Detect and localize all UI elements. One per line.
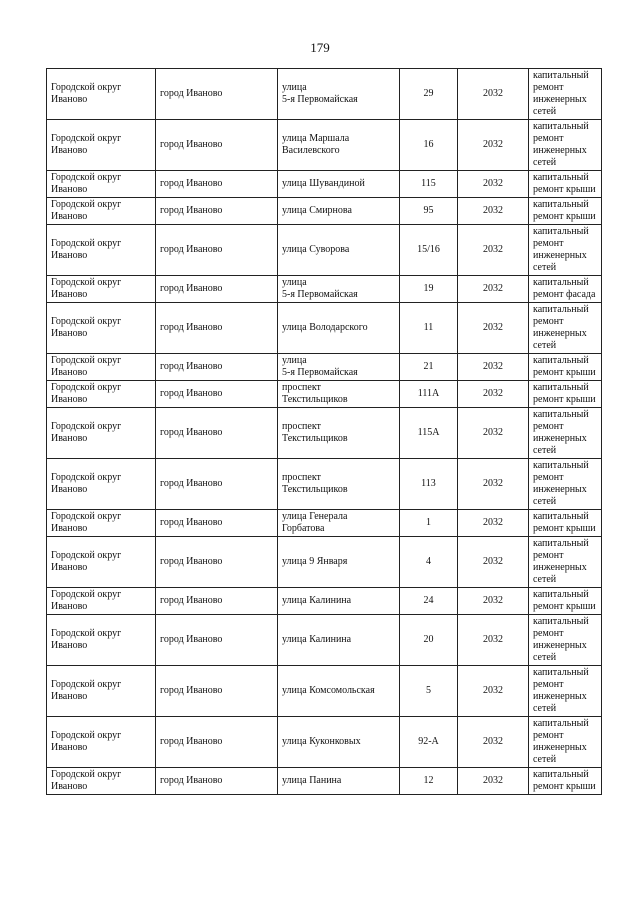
table-row <box>47 225 602 276</box>
house-number-cell: 20 <box>400 615 458 666</box>
work-type-cell: капитальный ремонт крыши <box>529 171 602 198</box>
work-type-cell: капитальный ремонт крыши <box>529 198 602 225</box>
district-cell: Городской округ Иваново <box>47 198 156 225</box>
work-type-cell: капитальный ремонт инженерных сетей <box>529 459 602 510</box>
city-cell: город Иваново <box>156 303 278 354</box>
city-cell: город Иваново <box>156 768 278 795</box>
house-number-cell: 19 <box>400 276 458 303</box>
table-row <box>47 510 602 537</box>
table-row <box>47 120 602 171</box>
work-type-cell: капитальный ремонт инженерных сетей <box>529 666 602 717</box>
year-cell: 2032 <box>458 459 529 510</box>
table-row <box>47 768 602 795</box>
work-type-cell: капитальный ремонт инженерных сетей <box>529 615 602 666</box>
work-type-cell: капитальный ремонт инженерных сетей <box>529 537 602 588</box>
year-cell: 2032 <box>458 198 529 225</box>
year-cell: 2032 <box>458 510 529 537</box>
year-cell: 2032 <box>458 588 529 615</box>
year-cell: 2032 <box>458 276 529 303</box>
house-number-cell: 11 <box>400 303 458 354</box>
street-cell: улица Панина <box>278 768 400 795</box>
table-row <box>47 171 602 198</box>
house-number-cell: 5 <box>400 666 458 717</box>
city-cell: город Иваново <box>156 408 278 459</box>
district-cell: Городской округ Иваново <box>47 354 156 381</box>
work-type-cell: капитальный ремонт инженерных сетей <box>529 120 602 171</box>
district-cell: Городской округ Иваново <box>47 717 156 768</box>
house-number-cell: 95 <box>400 198 458 225</box>
city-cell: город Иваново <box>156 615 278 666</box>
work-type-cell: капитальный ремонт крыши <box>529 768 602 795</box>
city-cell: город Иваново <box>156 459 278 510</box>
house-number-cell: 29 <box>400 69 458 120</box>
street-cell: улица Смирнова <box>278 198 400 225</box>
table-row <box>47 615 602 666</box>
city-cell: город Иваново <box>156 225 278 276</box>
city-cell: город Иваново <box>156 354 278 381</box>
table-row <box>47 537 602 588</box>
year-cell: 2032 <box>458 615 529 666</box>
district-cell: Городской округ Иваново <box>47 276 156 303</box>
year-cell: 2032 <box>458 666 529 717</box>
house-number-cell: 92-А <box>400 717 458 768</box>
house-number-cell: 111А <box>400 381 458 408</box>
year-cell: 2032 <box>458 717 529 768</box>
city-cell: город Иваново <box>156 537 278 588</box>
house-number-cell: 15/16 <box>400 225 458 276</box>
year-cell: 2032 <box>458 768 529 795</box>
year-cell: 2032 <box>458 381 529 408</box>
city-cell: город Иваново <box>156 276 278 303</box>
street-cell: улица Володарского <box>278 303 400 354</box>
work-type-cell: капитальный ремонт крыши <box>529 354 602 381</box>
table-row <box>47 354 602 381</box>
city-cell: город Иваново <box>156 717 278 768</box>
work-type-cell: капитальный ремонт фасада <box>529 276 602 303</box>
city-cell: город Иваново <box>156 381 278 408</box>
house-number-cell: 113 <box>400 459 458 510</box>
district-cell: Городской округ Иваново <box>47 768 156 795</box>
city-cell: город Иваново <box>156 69 278 120</box>
city-cell: город Иваново <box>156 510 278 537</box>
street-cell: проспект Текстильщиков <box>278 408 400 459</box>
street-cell: проспект Текстильщиков <box>278 459 400 510</box>
house-number-cell: 21 <box>400 354 458 381</box>
district-cell: Городской округ Иваново <box>47 459 156 510</box>
district-cell: Городской округ Иваново <box>47 510 156 537</box>
street-cell: улица Генерала Горбатова <box>278 510 400 537</box>
city-cell: город Иваново <box>156 666 278 717</box>
city-cell: город Иваново <box>156 588 278 615</box>
street-cell: улица Калинина <box>278 588 400 615</box>
house-number-cell: 115 <box>400 171 458 198</box>
city-cell: город Иваново <box>156 171 278 198</box>
work-type-cell: капитальный ремонт инженерных сетей <box>529 225 602 276</box>
table-row <box>47 408 602 459</box>
house-number-cell: 24 <box>400 588 458 615</box>
house-number-cell: 16 <box>400 120 458 171</box>
year-cell: 2032 <box>458 69 529 120</box>
table-row <box>47 276 602 303</box>
repair-schedule-table <box>46 68 602 795</box>
city-cell: город Иваново <box>156 120 278 171</box>
year-cell: 2032 <box>458 120 529 171</box>
work-type-cell: капитальный ремонт крыши <box>529 381 602 408</box>
table-row <box>47 303 602 354</box>
street-cell: улица Шувандиной <box>278 171 400 198</box>
street-cell: улица 5-я Первомайская <box>278 354 400 381</box>
work-type-cell: капитальный ремонт крыши <box>529 588 602 615</box>
table-row <box>47 717 602 768</box>
street-cell: улица 5-я Первомайская <box>278 276 400 303</box>
district-cell: Городской округ Иваново <box>47 537 156 588</box>
district-cell: Городской округ Иваново <box>47 408 156 459</box>
district-cell: Городской округ Иваново <box>47 615 156 666</box>
district-cell: Городской округ Иваново <box>47 120 156 171</box>
year-cell: 2032 <box>458 537 529 588</box>
street-cell: улица Комсомольская <box>278 666 400 717</box>
table-row <box>47 198 602 225</box>
work-type-cell: капитальный ремонт инженерных сетей <box>529 69 602 120</box>
table-row <box>47 381 602 408</box>
year-cell: 2032 <box>458 225 529 276</box>
table-row <box>47 69 602 120</box>
table-row <box>47 666 602 717</box>
district-cell: Городской округ Иваново <box>47 303 156 354</box>
district-cell: Городской округ Иваново <box>47 381 156 408</box>
district-cell: Городской округ Иваново <box>47 171 156 198</box>
house-number-cell: 12 <box>400 768 458 795</box>
district-cell: Городской округ Иваново <box>47 666 156 717</box>
work-type-cell: капитальный ремонт инженерных сетей <box>529 717 602 768</box>
page-number: 179 <box>310 40 330 55</box>
year-cell: 2032 <box>458 303 529 354</box>
street-cell: улица Куконковых <box>278 717 400 768</box>
year-cell: 2032 <box>458 408 529 459</box>
street-cell: проспект Текстильщиков <box>278 381 400 408</box>
street-cell: улица Маршала Василевского <box>278 120 400 171</box>
house-number-cell: 1 <box>400 510 458 537</box>
work-type-cell: капитальный ремонт крыши <box>529 510 602 537</box>
work-type-cell: капитальный ремонт инженерных сетей <box>529 408 602 459</box>
street-cell: улица 5-я Первомайская <box>278 69 400 120</box>
year-cell: 2032 <box>458 171 529 198</box>
house-number-cell: 115А <box>400 408 458 459</box>
district-cell: Городской округ Иваново <box>47 225 156 276</box>
district-cell: Городской округ Иваново <box>47 69 156 120</box>
street-cell: улица Суворова <box>278 225 400 276</box>
city-cell: город Иваново <box>156 198 278 225</box>
year-cell: 2032 <box>458 354 529 381</box>
street-cell: улица 9 Января <box>278 537 400 588</box>
table-row <box>47 459 602 510</box>
work-type-cell: капитальный ремонт инженерных сетей <box>529 303 602 354</box>
district-cell: Городской округ Иваново <box>47 588 156 615</box>
table-body <box>47 69 602 795</box>
house-number-cell: 4 <box>400 537 458 588</box>
table-row <box>47 588 602 615</box>
street-cell: улица Калинина <box>278 615 400 666</box>
